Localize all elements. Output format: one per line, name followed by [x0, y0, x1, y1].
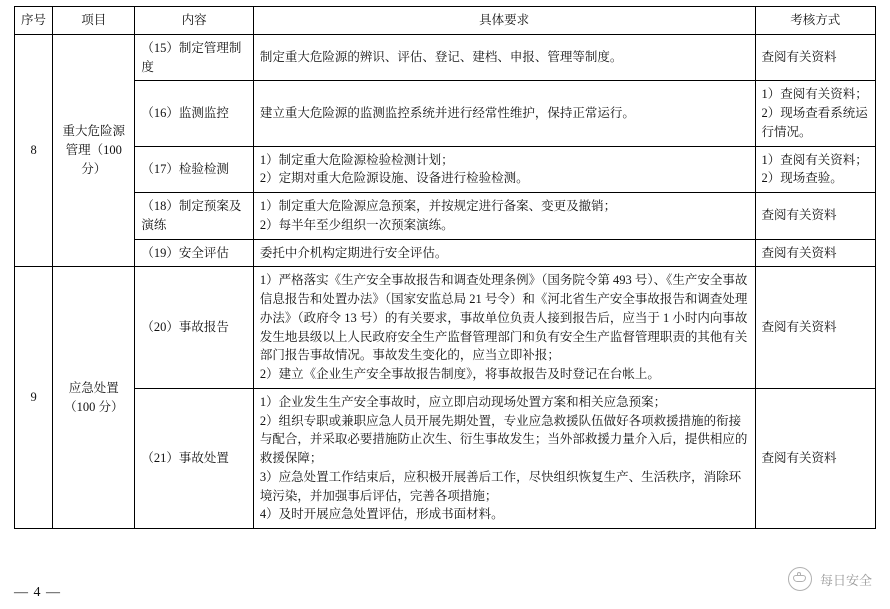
row-item-8: 重大危险源管理（100 分）: [53, 34, 135, 267]
row-requirements: [253, 388, 755, 528]
requirement-line: 建立重大危险源的监测监控系统并进行经常性维护，保持正常运行。: [259, 106, 635, 120]
requirement-line: 1）制定重大危险源检验检测计划；: [259, 152, 454, 167]
method-line: 查阅有关资料: [761, 245, 837, 260]
method-line: 查阅有关资料: [761, 320, 837, 335]
row-content: （15）制定管理制度: [135, 34, 253, 81]
wechat-shield-icon: [788, 567, 812, 591]
header-requirements: 具体要求: [253, 7, 755, 35]
table-row: [15, 34, 876, 81]
row-method: [755, 239, 875, 267]
table-header: [15, 7, 876, 35]
requirement-line: 2）定期对重大危险源设施、设备进行检验检测。: [259, 171, 529, 186]
method-line: 1）查阅有关资料；: [761, 152, 868, 167]
row-requirements: [253, 239, 755, 267]
requirement-line: 4）及时开展应急处置评估，形成书面材料。: [259, 507, 504, 522]
row-content: （19）安全评估: [135, 239, 253, 267]
requirement-line: 1）严格落实《生产安全事故报告和调查处理条例》（国务院令第 493 号）、《生产安全事故信息报告和处置办法》（国家安监总局 21 号令）和《河北省生产安全事故报告和调查处理办法》（政府令 13 号）的有关要求，事故单位负责人接到报告后，应当于 1 小时内向事故发生地县级以上人民政府安全生产监督管理部门和负有安全生产监督管理职责的其他有关部门报告事故情况。事故发生变化的，应当立即补报；: [259, 273, 748, 363]
row-content: （20）事故报告: [135, 267, 253, 389]
method-line: 查阅有关资料: [761, 451, 837, 465]
page-number: — 4 —: [14, 585, 61, 600]
row-requirements: [253, 81, 755, 146]
table-row: [15, 239, 876, 267]
table-row: [15, 388, 876, 528]
row-method: [755, 267, 875, 389]
row-method: [755, 81, 875, 146]
header-seq: 序号: [15, 7, 53, 35]
watermark: [788, 567, 872, 591]
watermark-label: 每日安全: [819, 572, 872, 588]
header-method: 考核方式: [755, 7, 875, 35]
requirement-line: 委托中介机构定期进行安全评估。: [259, 245, 448, 260]
header-item: 项目: [53, 7, 135, 35]
table-body: [15, 34, 876, 528]
table-row: [15, 193, 876, 240]
row-requirements: [253, 34, 755, 81]
row-requirements: [253, 267, 755, 389]
assessment-table: [14, 6, 876, 529]
requirement-line: 2）建立《企业生产安全事故报告制度》，将事故报告及时登记在台帐上。: [259, 367, 660, 381]
row-method: [755, 388, 875, 528]
row-method: [755, 146, 875, 193]
row-item-9: 应急处置（100 分）: [53, 267, 135, 529]
row-seq-9: 9: [15, 267, 53, 529]
table-row: [15, 146, 876, 193]
method-line: 1）查阅有关资料；: [761, 87, 868, 102]
method-line: 2）现场查看系统运行情况。: [761, 106, 868, 139]
row-seq-8: 8: [15, 34, 53, 267]
header-content: 内容: [135, 7, 253, 35]
requirement-line: 制定重大危险源的辨识、评估、登记、建档、申报、管理等制度。: [259, 50, 623, 65]
requirement-line: 1）企业发生生产安全事故时，应立即启动现场处置方案和相关应急预案；: [259, 394, 667, 409]
row-content: （21）事故处置: [135, 388, 253, 528]
row-content: （17）检验检测: [135, 146, 253, 193]
row-content: （18）制定预案及演练: [135, 193, 253, 240]
requirement-line: 3）应急处置工作结束后，应积极开展善后工作，尽快组织恢复生产、生活秩序，消除环境污染，并加强事后评估，完善各项措施；: [259, 469, 742, 503]
requirement-line: 2）每半年至少组织一次预案演练。: [259, 217, 454, 232]
table-row: [15, 267, 876, 389]
table-row: [15, 81, 876, 146]
method-line: 查阅有关资料: [761, 50, 837, 65]
requirement-line: 1）制定重大危险源应急预案，并按规定进行备案、变更及撤销；: [259, 199, 617, 213]
row-method: [755, 34, 875, 81]
requirement-line: 2）组织专职或兼职应急人员开展先期处置，专业应急救援队伍做好各项救援措施的衔接与配合，并采取必要措施防止次生、衍生事故发生；当外部救援力量介入后，提供相应的救援保障；: [259, 413, 748, 465]
method-line: 2）现场查验。: [761, 171, 843, 186]
row-content: （16）监测监控: [135, 81, 253, 146]
method-line: 查阅有关资料: [761, 208, 837, 223]
document-page: [0, 6, 890, 609]
table-header-row: [15, 7, 876, 35]
row-requirements: [253, 193, 755, 240]
row-requirements: [253, 146, 755, 193]
row-method: [755, 193, 875, 240]
